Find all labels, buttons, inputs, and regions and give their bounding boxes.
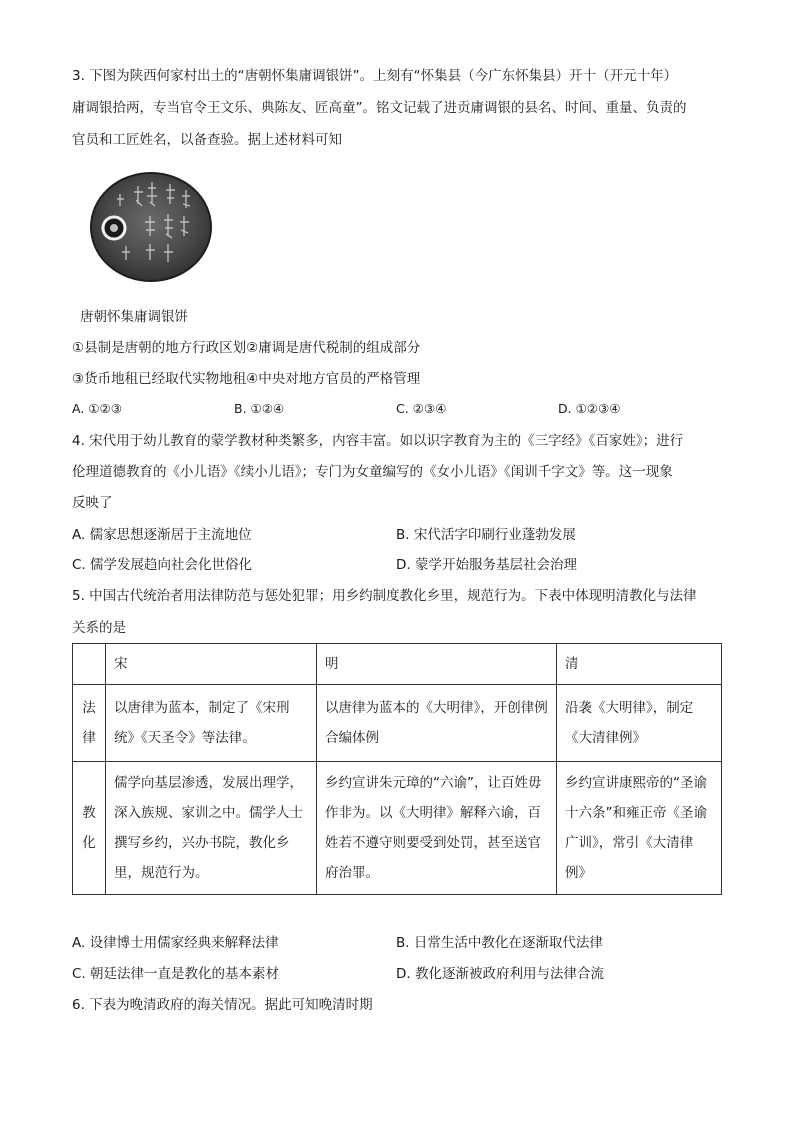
q3-stem-line-1: 3. 下图为陕西何家村出土的“唐朝怀集庸调银饼”。上刻有“怀集县（今广东怀集县）开十（开元十年）: [72, 68, 678, 84]
row-label-law: 法律: [73, 685, 106, 762]
header-song: 宋: [106, 644, 317, 685]
q4-stem-line-3: 反映了: [72, 495, 113, 511]
header-qing: 清: [557, 644, 722, 685]
q3-stem-line-2: 庸调银拾两，专当官令王文乐、典陈友、匠高童”。铭文记载了进贡庸调银的县名、时间、重量、负责的: [72, 100, 687, 116]
law-song-cell: 以唐律为蓝本，制定了《宋刑统》《天圣令》等法律。: [106, 685, 317, 762]
q3-option-c[interactable]: C. ②③④: [396, 401, 447, 416]
education-song-cell: 儒学向基层渗透，发展出理学，深入族规、家训之中。儒学人士撰写乡约，兴办书院，教化乡里，规范行为。: [106, 762, 317, 895]
q4-stem-line-2: 伦理道德教育的《小儿语》《续小儿语》；专门为女童编写的《女小儿语》《闺训千字文》等。这一现象: [72, 464, 673, 480]
law-education-table: [72, 643, 722, 895]
table-header-row: [73, 644, 722, 685]
q5-option-d[interactable]: D. 教化逐渐被政府利用与法律合流: [396, 966, 604, 982]
q5-stem-line-1: 5. 中国古代统治者用法律防范与惩处犯罪；用乡约制度教化乡里，规范行为。下表中体现明清教化与法律: [72, 588, 697, 604]
education-qing-cell: 乡约宣讲康熙帝的“圣谕十六条”和雍正帝《圣谕广训》，常引《大清律例》: [557, 762, 722, 895]
law-qing-cell: 沿袭《大明律》，制定《大清律例》: [557, 685, 722, 762]
q4-option-a[interactable]: A. 儒家思想逐渐居于主流地位: [72, 527, 252, 543]
q4-option-b[interactable]: B. 宋代活字印刷行业蓬勃发展: [396, 527, 576, 543]
silver-cake-photo: [90, 172, 212, 282]
q3-stem-line-3: 官员和工匠姓名，以备查验。据上述材料可知: [72, 132, 342, 148]
q3-statements-line-2: ③货币地租已经取代实物地租④中央对地方官员的严格管理: [72, 371, 421, 387]
table-corner-cell: [73, 644, 106, 685]
q3-statements-line-1: ①县制是唐朝的地方行政区划②庸调是唐代税制的组成部分: [72, 340, 421, 356]
q5-option-b[interactable]: B. 日常生活中教化在逐渐取代法律: [396, 935, 603, 951]
q3-option-b[interactable]: B. ①②④: [234, 401, 285, 416]
q4-stem-line-1: 4. 宋代用于幼儿教育的蒙学教材种类繁多，内容丰富。如以识字教育为主的《三字经》《百家姓》；进行: [72, 433, 684, 449]
education-ming-cell: 乡约宣讲朱元璋的“六谕”，让百姓毋作非为。以《大明律》解释六谕，百姓若不遵守则要受到处罚，甚至送官府治罪。: [317, 762, 557, 895]
table-row-law: [73, 685, 722, 762]
table-row-education: [73, 762, 722, 895]
q3-option-a[interactable]: A. ①②③: [72, 401, 122, 416]
row-label-education: 教化: [73, 762, 106, 895]
law-ming-cell: 以唐律为蓝本的《大明律》，开创律例合编体例: [317, 685, 557, 762]
q4-option-d[interactable]: D. 蒙学开始服务基层社会治理: [396, 557, 577, 573]
q4-option-c[interactable]: C. 儒学发展趋向社会化世俗化: [72, 557, 253, 573]
silver-cake-caption: 唐朝怀集庸调银饼: [80, 309, 188, 325]
q5-option-a[interactable]: A. 设律博士用儒家经典来解释法律: [72, 935, 279, 951]
q5-option-c[interactable]: C. 朝廷法律一直是教化的基本素材: [72, 966, 280, 982]
q6-stem-line-1: 6. 下表为晚清政府的海关情况。据此可知晚清时期: [72, 997, 373, 1013]
q5-stem-line-2: 关系的是: [72, 620, 126, 636]
header-ming: 明: [317, 644, 557, 685]
q3-option-d[interactable]: D. ①②③④: [558, 401, 621, 416]
